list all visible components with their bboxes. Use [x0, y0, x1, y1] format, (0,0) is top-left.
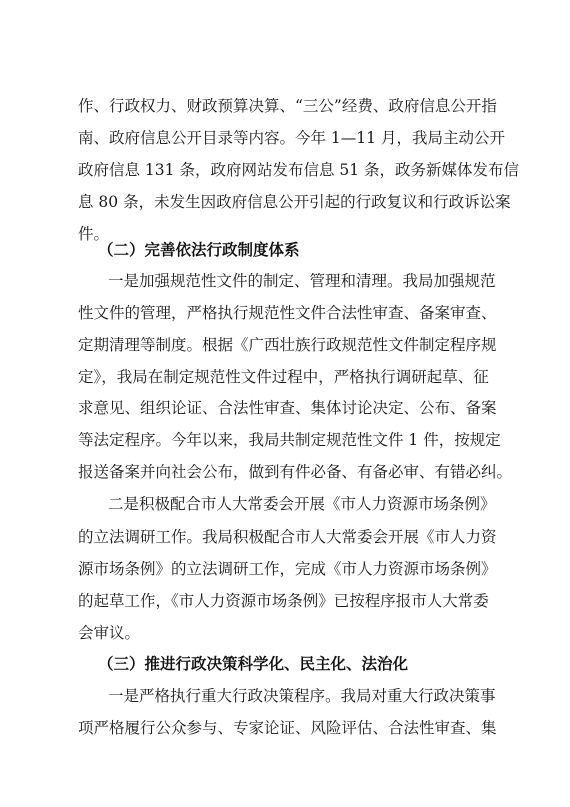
- section-heading: （二）完善依法行政制度体系: [98, 241, 300, 259]
- paragraph-line: 定期清理等制度。根据《广西壮族行政规范性文件制定程序规: [78, 336, 497, 354]
- paragraph-line: 的起草工作，《市人力资源市场条例》已按程序报市人大常委: [78, 592, 489, 610]
- paragraph-line: 性文件的管理，严格执行规范性文件合法性审查、备案审查、: [78, 304, 497, 322]
- paragraph-line: 的立法调研工作。我局积极配合市人大常委会开展《市人力资: [78, 528, 497, 546]
- paragraph-line: 求意见、组织论证、合法性审查、集体讨论决定、公布、备案: [78, 399, 497, 417]
- section-heading: （三）推进行政决策科学化、民主化、法治化: [98, 655, 409, 673]
- paragraph-line: 一是加强规范性文件的制定、管理和清理。我局加强规范: [108, 272, 496, 290]
- paragraph-line: 项严格履行公众参与、专家论证、风险评估、合法性审查、集: [78, 719, 497, 737]
- paragraph-line: 会审议。: [78, 624, 141, 642]
- paragraph-line: 政府信息 131 条，政府网站发布信息 51 条，政务新媒体发布信: [78, 161, 520, 179]
- paragraph-line: 南、政府信息公开目录等内容。今年 1—11 月，我局主动公开: [78, 129, 505, 147]
- paragraph-line: 等法定程序。今年以来，我局共制定规范性文件 1 件，按规定: [78, 431, 501, 449]
- paragraph-line: 息 80 条，未发生因政府信息公开引起的行政复议和行政诉讼案: [78, 193, 511, 211]
- paragraph-line: 报送备案并向社会公布，做到有件必备、有备必审、有错必纠。: [78, 463, 513, 481]
- paragraph-line: 源市场条例》的立法调研工作，完成《市人力资源市场条例》: [78, 560, 497, 578]
- paragraph-line: 二是积极配合市人大常委会开展《市人力资源市场条例》: [108, 495, 496, 513]
- paragraph-line: 件。: [78, 225, 110, 243]
- paragraph-line: 一是严格执行重大行政决策程序。我局对重大行政决策事: [108, 687, 496, 705]
- paragraph-line: 作、行政权力、财政预算决算、“三公”经费、政府信息公开指: [78, 97, 497, 115]
- paragraph-line: 定》，我局在制定规范性文件过程中，严格执行调研起草、征: [78, 368, 489, 386]
